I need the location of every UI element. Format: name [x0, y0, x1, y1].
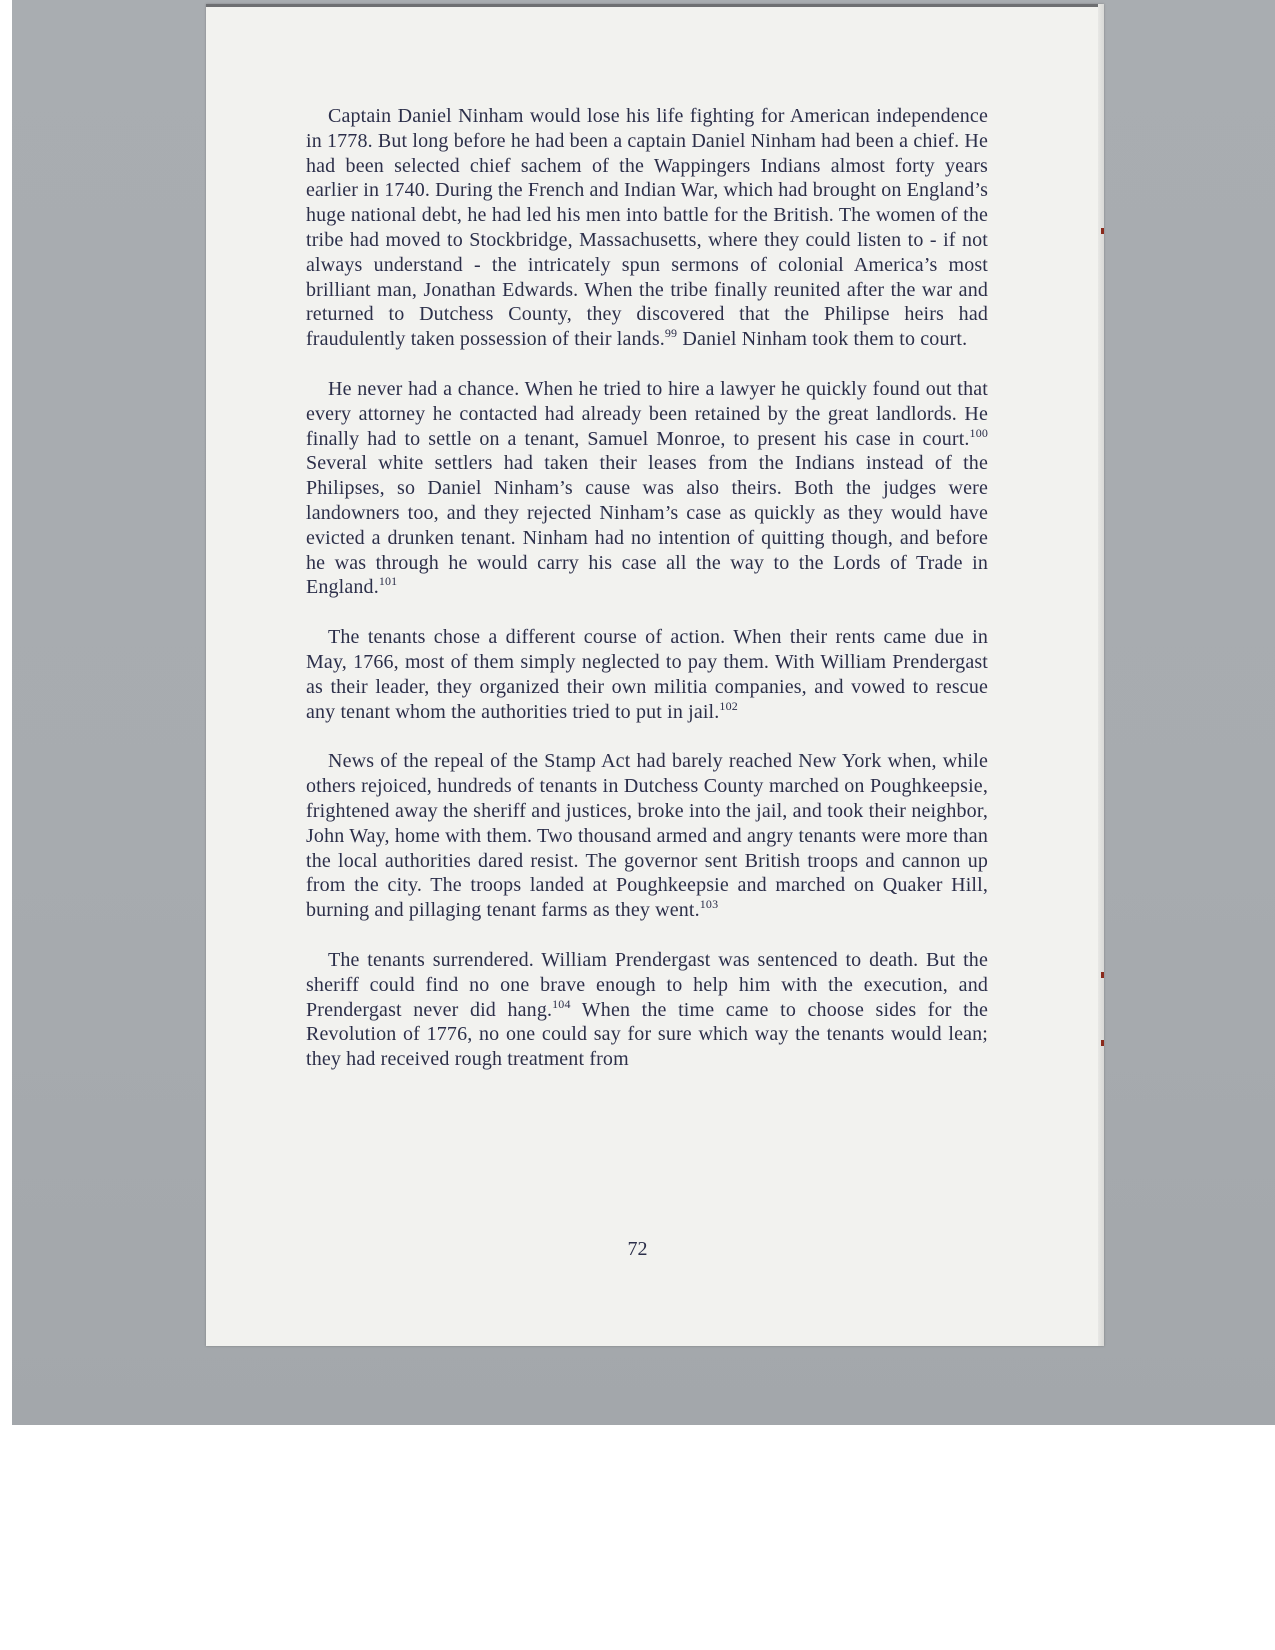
paragraph-text: When the time came to choose sides for the Revolution of 1776, no one could say for sure which way the tenants would lean; they had received rough treatment from: [306, 998, 989, 1071]
page-edge: [1098, 4, 1104, 1346]
body-text: [306, 104, 988, 1097]
footnote-marker: 103: [699, 897, 719, 912]
paragraph-text: Captain Daniel Ninham would lose his life fighting for American independence in 1778. But long before he had been a captain Daniel Ninham had been a chief. He had been selected chief sachem of the Wappingers Indians almost forty years earlier in 1740. During the French and Indian War, which had brought on England’s huge national debt, he had led his men into battle for the British. The women of the tribe had moved to Stockbridge, Massachusetts, where they could listen to - if not always understand - the intricately spun sermons of colonial America’s most brilliant man, Jonathan Edwards. When the tribe finally reunited after the war and returned to Dutchess County, they discovered that the Philipse heirs had fraudulently taken possession of their lands.: [306, 105, 988, 351]
page-edge-mark: [1101, 228, 1104, 234]
paragraph: [306, 625, 988, 724]
scan-margin: [0, 0, 12, 1650]
paragraph: [306, 377, 988, 600]
page-edge-mark: [1101, 1040, 1104, 1046]
footnote-marker: 99: [664, 326, 678, 341]
page-edge-mark: [1101, 972, 1104, 978]
page-number: 72: [627, 1238, 648, 1260]
footnote-marker: 100: [969, 425, 988, 440]
paragraph-text: Daniel Ninham took them to court.: [677, 328, 968, 351]
footnote-marker: 101: [378, 574, 398, 589]
footnote-marker: 104: [552, 996, 571, 1011]
paragraph-text: News of the repeal of the Stamp Act had barely reached New York when, while others rejoiced, hundreds of tenants in Dutchess County marched on Poughkeepsie, frightened away the sheriff and justices, broke into the jail, and took their neighbor, John Way, home with them. Two thousand armed and angry tenants were more than the local authorities dared resist. The governor sent British troops and cannon up from the city. The troops landed at Poughkeepsie and marched on Quaker Hill, burning and pillaging tenant farms as they went.: [306, 750, 988, 922]
paragraph: [306, 948, 988, 1072]
footnote-marker: 102: [719, 698, 738, 713]
paragraph: [306, 749, 988, 923]
paragraph-text: Several white settlers had taken their leases from the Indians instead of the Philipses, so Daniel Ninham’s cause was also theirs. Both the judges were landowners too, and they rejected Ninham’s case as quickly as they would have evicted a drunken tenant. Ninham had no intention of quitting though, and before he was through he would carry his case all the way to the Lords of Trade in England.: [306, 452, 988, 599]
paragraph: [306, 104, 988, 352]
paragraph-text: He never had a chance. When he tried to hire a lawyer he quickly found out that every attorney he contacted had already been retained by the great landlords. He finally had to settle on a tenant, Samuel Monroe, to present his case in court.: [306, 377, 988, 450]
paragraph-text: The tenants chose a different course of action. When their rents came due in May, 1766, most of them simply neglected to pay them. With William Prendergast as their leader, they organized their own militia companies, and vowed to rescue any tenant whom the authorities tried to put in jail.: [306, 626, 988, 723]
paragraph-text: The tenants surrendered. William Prendergast was sentenced to death. But the sheriff could find no one brave enough to help him with the execution, and Prendergast never did hang.: [306, 948, 988, 1021]
